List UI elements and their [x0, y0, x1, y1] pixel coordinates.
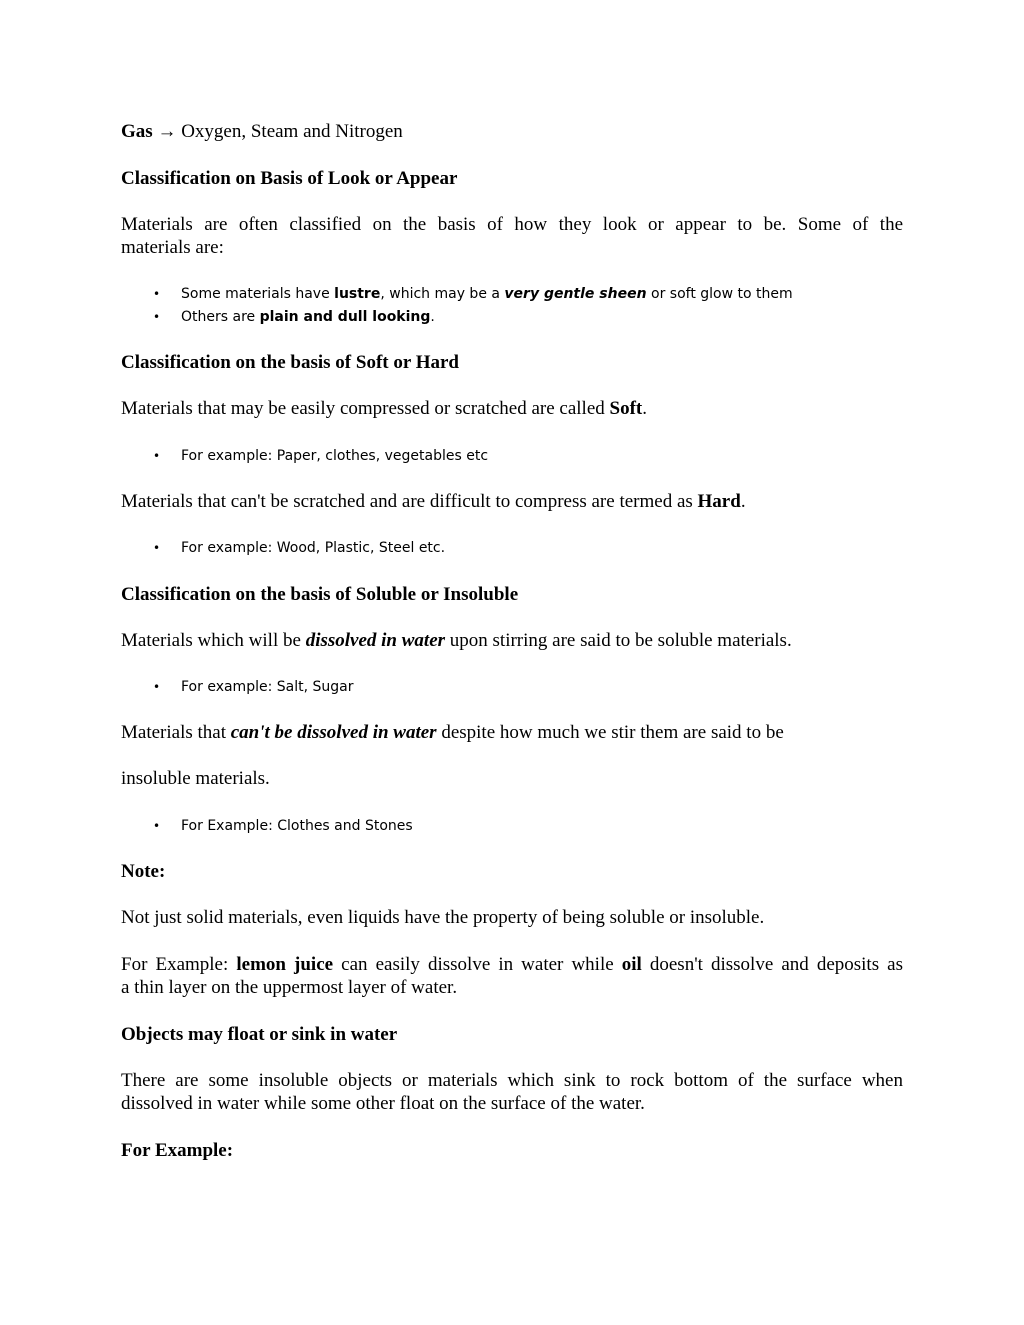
look-paragraph-line1: Materials are often classified on the basis of how they look or appear to be. Some of the	[121, 214, 903, 235]
list-item-soft-example: • For example: Paper, clothes, vegetables etc	[153, 448, 489, 464]
hard-paragraph: Materials that can't be scratched and are difficult to compress are termed as Hard.	[121, 491, 746, 512]
term-lemon-juice: lemon juice	[236, 954, 334, 975]
bullet-icon: •	[153, 287, 161, 301]
note-example-line1: For Example: lemon juice can easily dissolve in water while oil doesn't dissolve and deposits as	[121, 954, 903, 975]
gas-examples: Oxygen, Steam and Nitrogen	[176, 121, 403, 142]
float-sink-paragraph-line1: There are some insoluble objects or materials which sink to rock bottom of the surface when	[121, 1070, 903, 1091]
term-cant-be-dissolved: can't be dissolved in water	[230, 722, 437, 743]
note-paragraph: Not just solid materials, even liquids have the property of being soluble or insoluble.	[121, 907, 765, 928]
list-item-lustre: • Some materials have lustre, which may be a very gentle sheen or soft glow to them	[153, 286, 793, 302]
bullet-icon: •	[153, 541, 161, 555]
term-soft: Soft	[609, 398, 643, 419]
heading-look-appear: Classification on Basis of Look or Appear	[121, 168, 458, 189]
bullet-icon: •	[153, 819, 161, 833]
note-example-line2: a thin layer on the uppermost layer of water.	[121, 977, 458, 998]
soluble-paragraph: Materials which will be dissolved in water upon stirring are said to be soluble materials.	[121, 630, 792, 651]
soft-paragraph: Materials that may be easily compressed or scratched are called Soft.	[121, 398, 647, 419]
term-hard: Hard	[697, 491, 741, 512]
heading-soft-hard: Classification on the basis of Soft or Hard	[121, 352, 459, 373]
look-paragraph-line2: materials are:	[121, 237, 224, 258]
term-oil: oil	[621, 954, 642, 975]
list-item-soluble-example: • For example: Salt, Sugar	[153, 679, 354, 695]
gas-line	[121, 121, 403, 143]
term-dissolved-in-water: dissolved in water	[305, 630, 446, 651]
list-item-dull: • Others are plain and dull looking.	[153, 309, 435, 325]
bullet-icon: •	[153, 680, 161, 694]
heading-for-example: For Example:	[121, 1140, 234, 1161]
term-gentle-sheen: very gentle sheen	[504, 286, 647, 302]
gas-label: Gas	[121, 121, 153, 142]
heading-soluble-insoluble: Classification on the basis of Soluble or Insoluble	[121, 584, 519, 605]
insoluble-paragraph-cont: insoluble materials.	[121, 768, 270, 789]
float-sink-paragraph-line2: dissolved in water while some other float on the surface of the water.	[121, 1093, 645, 1114]
insoluble-paragraph: Materials that can't be dissolved in water despite how much we stir them are said to be	[121, 722, 784, 743]
list-item-insoluble-example: • For Example: Clothes and Stones	[153, 818, 413, 834]
heading-float-sink: Objects may float or sink in water	[121, 1024, 398, 1045]
bullet-icon: •	[153, 449, 161, 463]
arrow-glyph: →	[157, 121, 177, 142]
term-plain-dull: plain and dull looking	[259, 309, 431, 325]
term-lustre: lustre	[334, 286, 381, 302]
heading-note: Note:	[121, 861, 166, 882]
list-item-hard-example: • For example: Wood, Plastic, Steel etc.	[153, 540, 446, 556]
bullet-icon: •	[153, 310, 161, 324]
